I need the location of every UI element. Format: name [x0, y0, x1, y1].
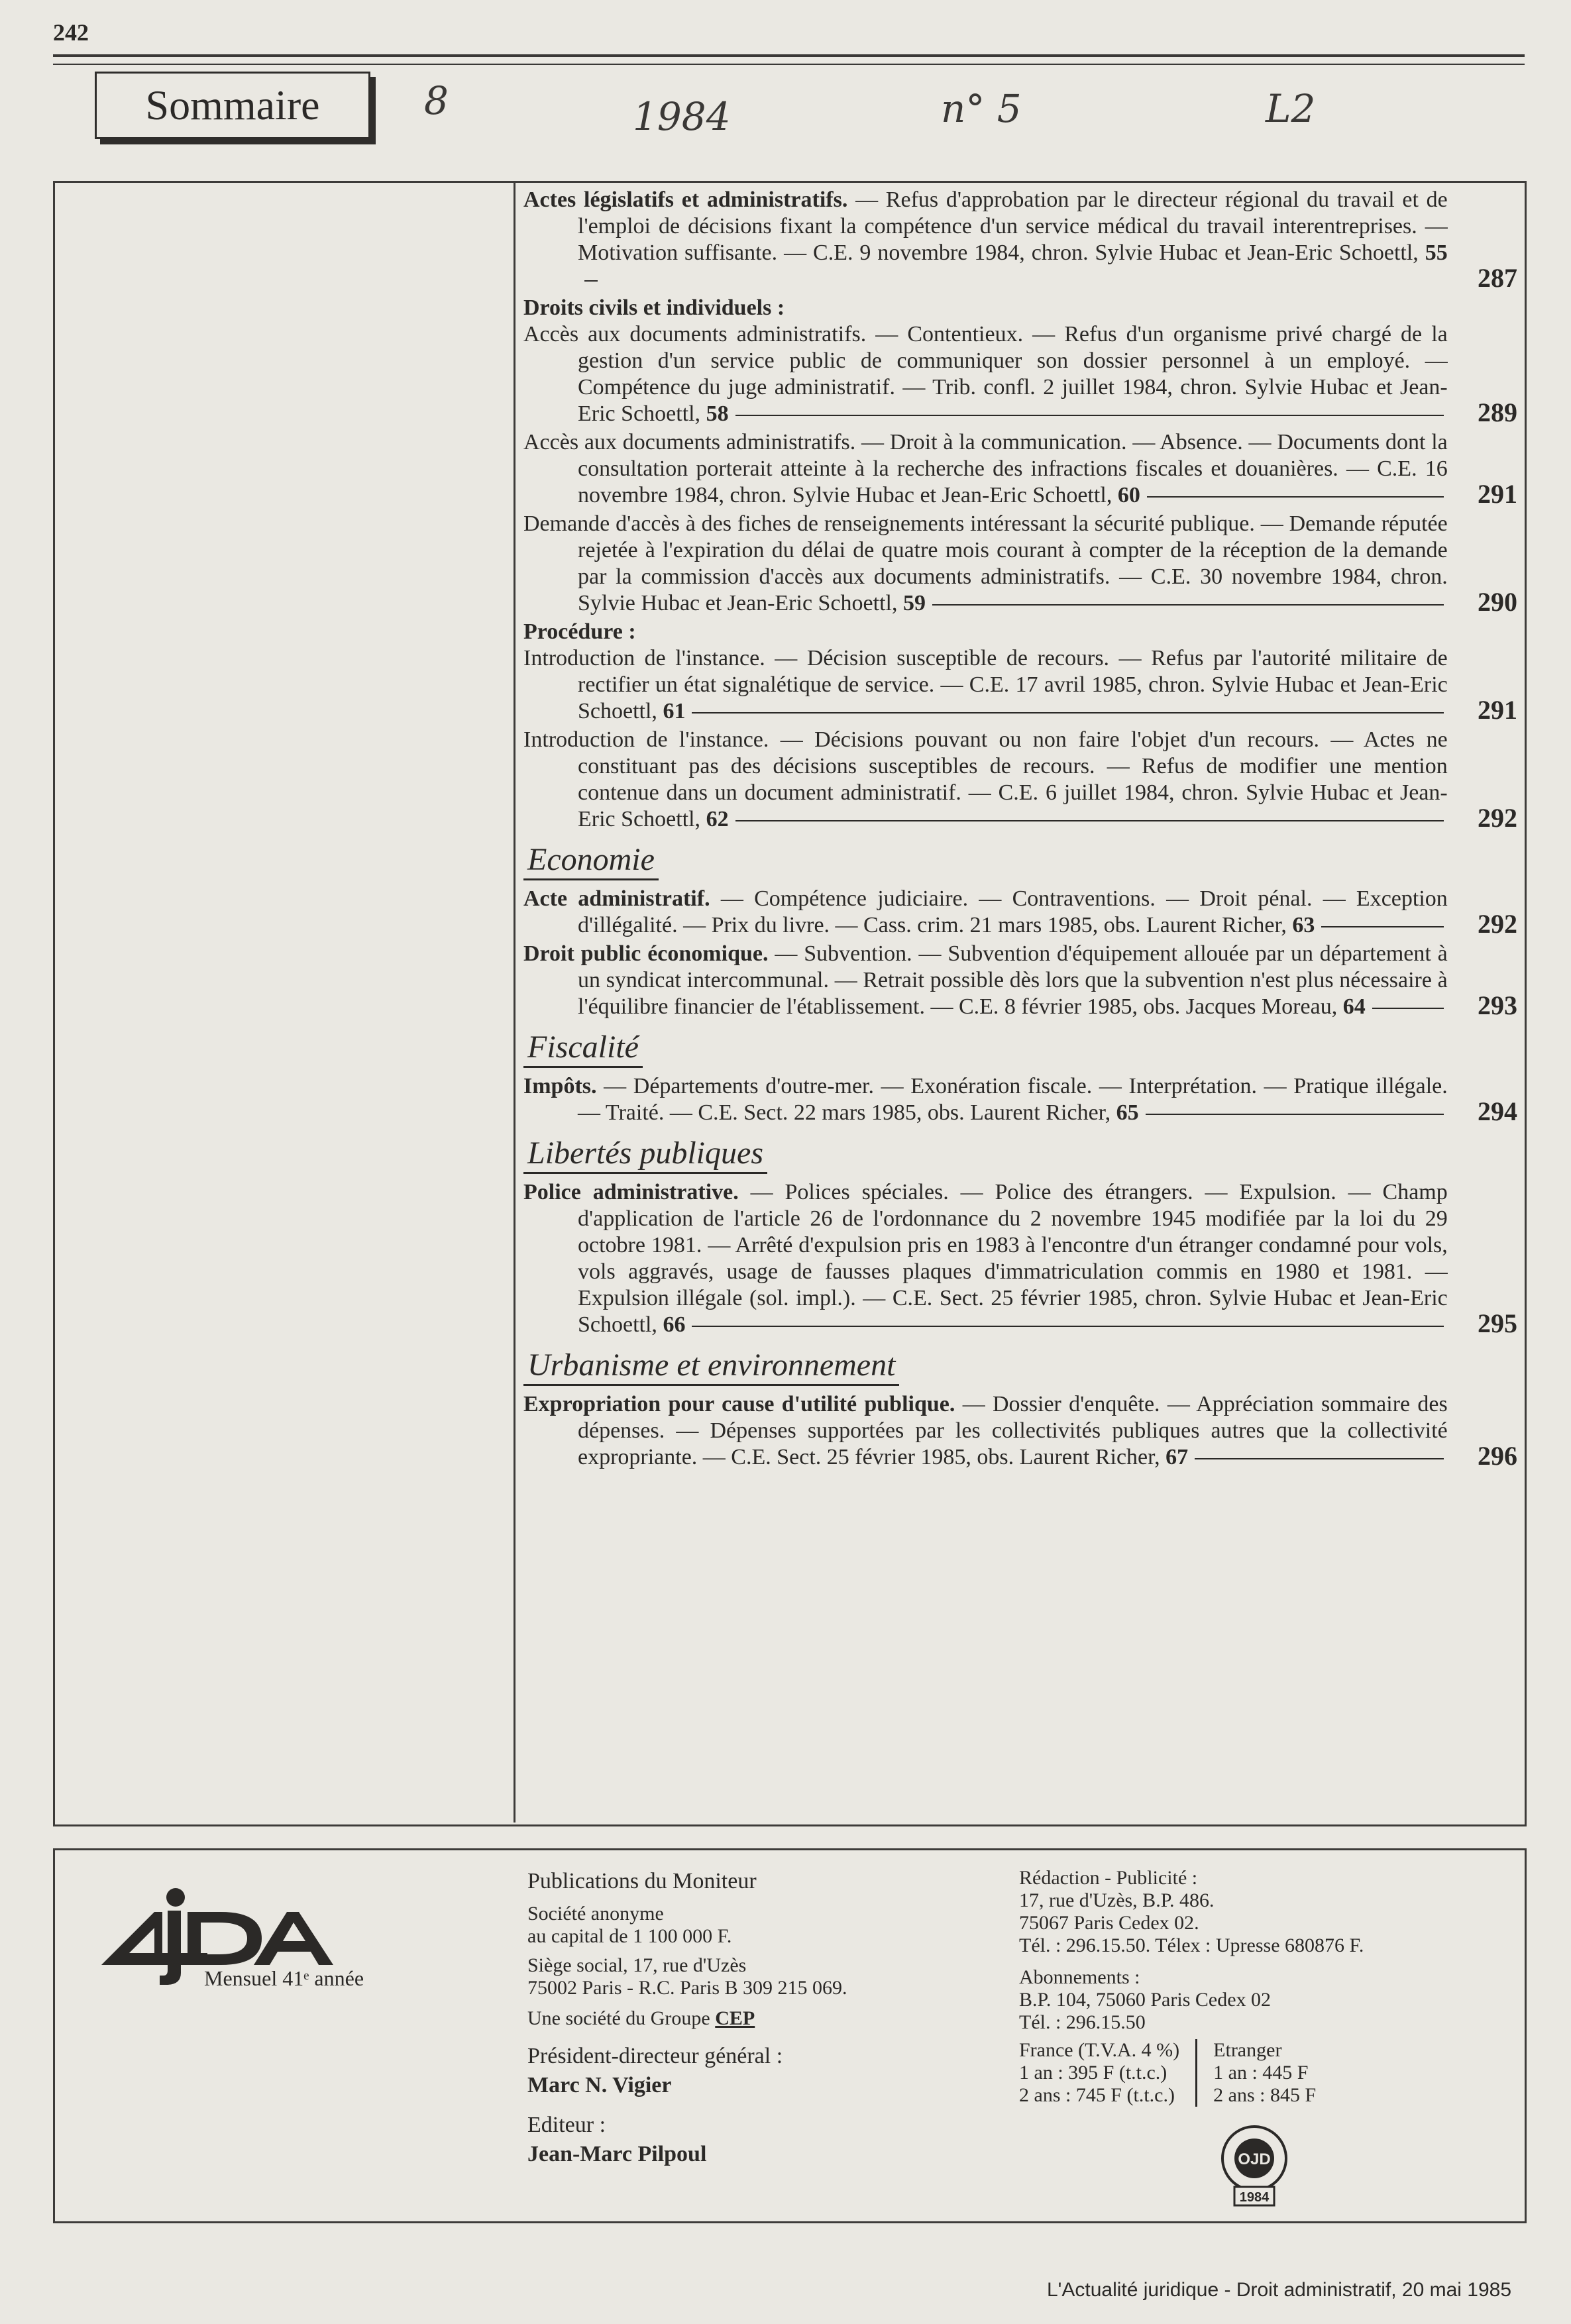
- toc-entry-text: [523, 321, 1448, 427]
- toc-entry-category: Actes législatifs et administratifs.: [523, 187, 848, 212]
- leader-line: [735, 820, 1444, 821]
- toc-entry-category: Police administrative.: [523, 1180, 739, 1204]
- page-title: Sommaire: [95, 72, 370, 139]
- ojd-stamp-year: 1984: [1239, 2190, 1270, 2205]
- toc-entry: [523, 321, 1517, 427]
- toc-entry: [523, 511, 1517, 617]
- toc-entry-description: Introduction de l'instance. — Décisions pouvant ou non faire l'objet d'un recours. — Actes ne constituant pas des décisions susceptibles de recours. — Refus de modifier une mention contenue dans un document administratif. — C.E. 6 juillet 1984, chron. Sylvie Hubac et Jean-Eric Schoettl,: [523, 727, 1448, 831]
- head-office-registry: 75002 Paris - R.C. Paris B 309 215 069.: [527, 1977, 847, 1999]
- toc-entry-page: 295: [1478, 1308, 1517, 1338]
- president-label: Président-directeur général :: [527, 2044, 783, 2068]
- top-rule: [53, 54, 1525, 57]
- handwritten-note-3: n° 5: [941, 86, 1022, 131]
- redaction-address: 17, rue d'Uzès, B.P. 486.: [1019, 1889, 1215, 1911]
- group-label: Une société du Groupe: [527, 2007, 710, 2029]
- leader-line: [1195, 1458, 1444, 1459]
- toc-entry-number: 67: [1165, 1445, 1189, 1469]
- toc-entry-text: [523, 886, 1448, 939]
- toc-entry-page: 289: [1478, 397, 1517, 427]
- company-type: Société anonyme: [527, 1903, 664, 1925]
- price-france-label: France (T.V.A. 4 %): [1019, 2039, 1180, 2061]
- toc-entry-number: 62: [706, 807, 729, 831]
- section-economie: Economie: [523, 841, 659, 880]
- head-office: Siège social, 17, rue d'Uzès: [527, 1954, 747, 1976]
- toc-entry-number: 59: [902, 591, 926, 615]
- toc-entry-number: 55: [1425, 240, 1448, 265]
- toc-entry-description: Demande d'accès à des fiches de renseignements intéressant la sécurité publique. — Demande réputée rejetée à l'expiration du délai de quatre mois courant à compter de la réception de la demande par la commission d'accès aux documents administratifs. — C.E. 30 novembre 1984, chron. Sylvie Hubac et Jean-Eric Schoettl,: [523, 511, 1448, 615]
- toc-entry: [523, 645, 1517, 725]
- contact-column: [1019, 1867, 1364, 2107]
- toc-entry-description: Accès aux documents administratifs. — Contentieux. — Refus d'un organisme privé chargé de la gestion d'un service public de communiquer son dossier personnel à un employé. — Compétence du juge administratif. — Trib. confl. 2 juillet 1984, chron. Sylvie Hubac et Jean-Eric Schoettl,: [523, 322, 1448, 426]
- toc-entry-text: [523, 727, 1448, 833]
- section-fiscalite: Fiscalité: [523, 1029, 643, 1068]
- subscription-prices: [1019, 2039, 1364, 2107]
- ajda-logo-text: AJDA: [88, 1878, 115, 1889]
- toc-entry-description: — Subvention. — Subvention d'équipement allouée par un département à un syndicat intercommunal. — Retrait possible dès lors que la subvention n'est plus nécessaire à l'équilibre financier de l'établissement. — C.E. 8 février 1985, obs. Jacques Moreau,: [578, 941, 1448, 1019]
- leader-line: [932, 604, 1444, 606]
- category-procedure: Procédure :: [523, 619, 636, 644]
- group-name: CEP: [715, 2007, 755, 2029]
- toc-entry-text: [523, 1391, 1448, 1471]
- publisher-column: [527, 1867, 847, 2169]
- column-divider: [514, 181, 515, 1822]
- toc-entry: [523, 886, 1517, 939]
- subscription-address: B.P. 104, 75060 Paris Cedex 02: [1019, 1989, 1272, 2011]
- toc-entry-text: [523, 1179, 1448, 1338]
- subscription-phone: Tél. : 296.15.50: [1019, 2011, 1146, 2033]
- leader-line: [584, 280, 598, 282]
- toc-entry-number: 66: [663, 1312, 686, 1337]
- leader-line: [1147, 496, 1444, 498]
- toc-entry-description: — Polices spéciales. — Police des étrangers. — Expulsion. — Champ d'application de l'article 26 de l'ordonnance du 2 novembre 1945 modifiée par la loi du 29 octobre 1981. — Arrêté d'expulsion pris en 1983 à l'encontre d'un étranger condamné pour vols, vols aggravés, usage de fausses plaques d'immatriculation commis en 1980 et 1981. — Expulsion illégale (sol. impl.). — C.E. Sect. 25 février 1985, chron. Sylvie Hubac et Jean-Eric Schoettl,: [578, 1180, 1448, 1337]
- toc-entry-text: [523, 1073, 1448, 1126]
- toc-entry-number: 64: [1342, 994, 1366, 1019]
- publication-frequency: Mensuel 41ᵉ année: [204, 1966, 364, 1990]
- toc-entry-page: 292: [1478, 803, 1517, 833]
- leader-line: [692, 712, 1443, 713]
- toc-entry-number: 65: [1116, 1100, 1139, 1125]
- editor-name: Jean-Marc Pilpoul: [527, 2142, 707, 2166]
- toc-entry-category: Acte administratif.: [523, 886, 710, 911]
- editor-label: Editeur :: [527, 2113, 606, 2137]
- leader-line: [692, 1326, 1443, 1327]
- toc-entry-description: — Dossier d'enquête. — Appréciation sommaire des dépenses. — Dépenses supportées par les collectivités publiques autres que la collectivité expropriante. — C.E. Sect. 25 février 1985, obs. Laurent Richer,: [578, 1392, 1448, 1469]
- president-name: Marc N. Vigier: [527, 2073, 672, 2097]
- toc-entry-category: Impôts.: [523, 1074, 597, 1098]
- toc-entry-category: Droit public économique.: [523, 941, 769, 966]
- redaction-label: Rédaction - Publicité :: [1019, 1867, 1198, 1889]
- toc-entry-description: — Départements d'outre-mer. — Exonération fiscale. — Interprétation. — Pratique illégale. — Traité. — C.E. Sect. 22 mars 1985, obs. Laurent Richer,: [578, 1074, 1448, 1125]
- toc-entry-description: — Compétence judiciaire. — Contraventions. — Droit pénal. — Exception d'illégalité. — Prix du livre. — Cass. crim. 21 mars 1985, obs. Laurent Richer,: [578, 886, 1448, 937]
- toc-entry-description: Accès aux documents administratifs. — Droit à la communication. — Absence. — Documents dont la consultation porterait atteinte à la recherche des infractions fiscales et douanières. — C.E. 16 novembre 1984, chron. Sylvie Hubac et Jean-Eric Schoettl,: [523, 430, 1448, 507]
- toc-entry-page: 291: [1478, 695, 1517, 725]
- table-of-contents: [523, 187, 1517, 1473]
- publisher-name: Publications du Moniteur: [527, 1869, 757, 1893]
- toc-entry-description: — Refus d'approbation par le directeur régional du travail et de l'emploi de décisions fixant la compétence d'un service médical du travail interentreprises. — Motivation suffisante. — C.E. 9 novembre 1984, chron. Sylvie Hubac et Jean-Eric Schoettl,: [578, 187, 1448, 265]
- leader-line: [1372, 1008, 1444, 1009]
- page-number: 242: [53, 19, 89, 46]
- leader-line: [1146, 1114, 1444, 1115]
- handwritten-note-4: L2: [1266, 86, 1316, 131]
- leader-line: [1321, 926, 1443, 927]
- category-droits-civils: Droits civils et individuels :: [523, 295, 785, 320]
- toc-entry-page: 292: [1478, 909, 1517, 939]
- journal-citation: L'Actualité juridique - Droit administratif, 20 mai 1985: [1046, 2279, 1511, 2301]
- price-abroad-2years: 2 ans : 845 F: [1213, 2084, 1317, 2106]
- toc-entry-page: 296: [1478, 1441, 1517, 1471]
- toc-entry-text: [523, 645, 1448, 725]
- subscription-label: Abonnements :: [1019, 1966, 1140, 1988]
- toc-entry: [523, 187, 1517, 293]
- toc-entry-page: 291: [1478, 479, 1517, 509]
- section-libertes-publiques: Libertés publiques: [523, 1135, 767, 1174]
- leader-line: [735, 415, 1444, 416]
- toc-entry: [523, 727, 1517, 833]
- toc-entry: [523, 1391, 1517, 1471]
- ojd-stamp-text: OJD: [1238, 2150, 1271, 2168]
- toc-entry-page: 287: [1478, 263, 1517, 293]
- toc-entry-page: 293: [1478, 990, 1517, 1020]
- section-urbanisme: Urbanisme et environnement: [523, 1347, 899, 1386]
- toc-entry: [523, 1073, 1517, 1126]
- redaction-phone: Tél. : 296.15.50. Télex : Upresse 680876 F.: [1019, 1934, 1364, 1956]
- price-france-1year: 1 an : 395 F (t.t.c.): [1019, 2062, 1167, 2084]
- handwritten-note-2: 1984: [633, 94, 731, 139]
- price-france-2years: 2 ans : 745 F (t.t.c.): [1019, 2084, 1175, 2106]
- toc-entry-text: [523, 429, 1448, 509]
- toc-entry-category: Expropriation pour cause d'utilité publique.: [523, 1392, 955, 1416]
- toc-entry-number: 60: [1117, 483, 1140, 507]
- price-abroad-1year: 1 an : 445 F: [1213, 2062, 1309, 2084]
- company-capital: au capital de 1 100 000 F.: [527, 1925, 732, 1947]
- top-rule-thin: [53, 64, 1525, 65]
- toc-entry: [523, 429, 1517, 509]
- redaction-city: 75067 Paris Cedex 02.: [1019, 1912, 1199, 1934]
- toc-entry-page: 290: [1478, 587, 1517, 617]
- ojd-stamp: [1205, 2122, 1304, 2211]
- toc-entry: [523, 941, 1517, 1020]
- toc-entry: [523, 1179, 1517, 1338]
- toc-entry-number: 63: [1292, 913, 1315, 937]
- toc-entry-text: [523, 941, 1448, 1020]
- toc-entry-text: [523, 511, 1448, 617]
- handwritten-note-1: 8: [424, 78, 449, 123]
- publisher-info-box: [53, 1848, 1527, 2223]
- ojd-stamp-graphic: [1205, 2122, 1304, 2208]
- toc-entry-number: 58: [706, 401, 729, 426]
- toc-entry-number: 61: [663, 699, 686, 723]
- price-abroad-label: Etranger: [1213, 2039, 1282, 2061]
- toc-entry-text: [523, 187, 1448, 293]
- toc-entry-page: 294: [1478, 1096, 1517, 1126]
- toc-entry-description: Introduction de l'instance. — Décision susceptible de recours. — Refus par l'autorité militaire de rectifier un état signalétique de service. — C.E. 17 avril 1985, chron. Sylvie Hubac et Jean-Eric Schoettl,: [523, 646, 1448, 723]
